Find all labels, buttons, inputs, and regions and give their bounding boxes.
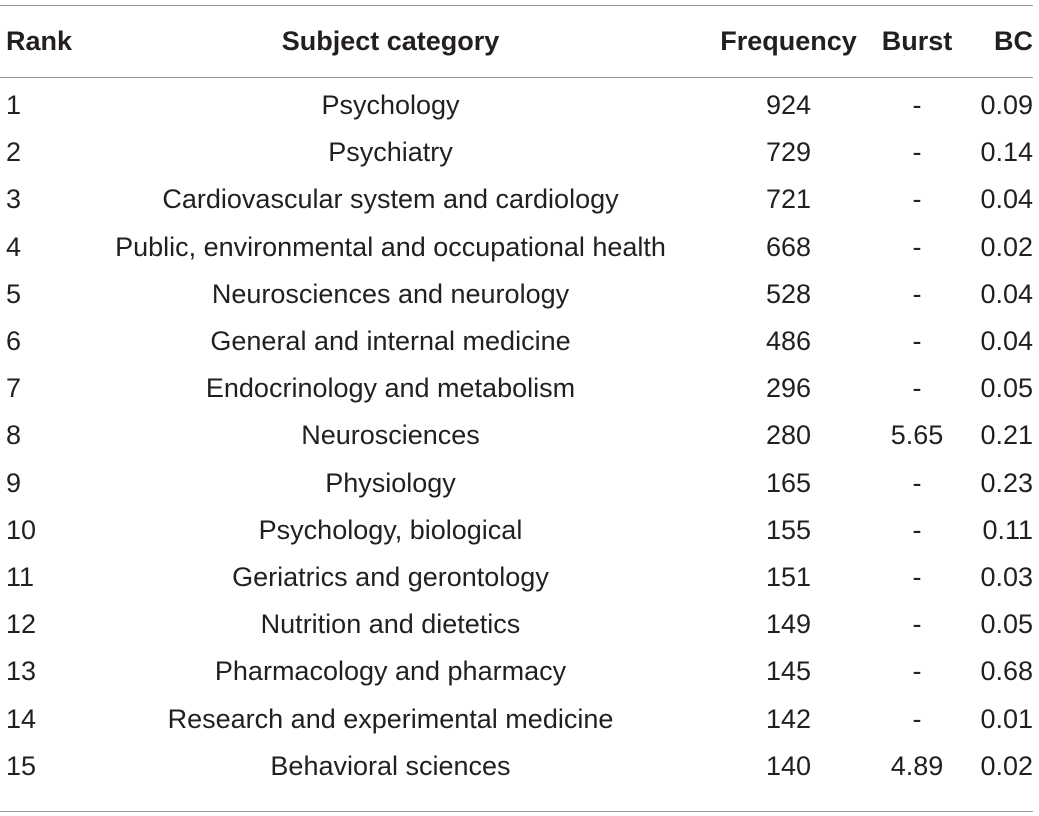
table-row	[0, 318, 1033, 365]
table-row	[0, 460, 1033, 507]
cell-frequency: 528	[765, 278, 812, 309]
cell-burst: 5.65	[890, 420, 944, 451]
table-row	[0, 695, 1033, 742]
cell-burst: -	[912, 184, 922, 215]
cell-bc: 0.04	[980, 278, 1033, 309]
cell-subject: Physiology	[325, 467, 456, 498]
table-row	[0, 271, 1033, 318]
cell-subject: Nutrition and dietetics	[260, 609, 521, 640]
cell-rank: 7	[6, 373, 22, 404]
table-row	[0, 77, 1033, 129]
cell-burst: -	[912, 90, 922, 121]
cell-burst: -	[912, 561, 922, 592]
cell-rank: 13	[6, 656, 37, 687]
header-burst: Burst	[881, 26, 953, 56]
cell-rank: 4	[6, 231, 22, 262]
cell-burst: -	[912, 656, 922, 687]
cell-frequency: 721	[765, 184, 812, 215]
cell-bc: 0.09	[980, 90, 1033, 121]
cell-bc: 0.68	[980, 656, 1033, 687]
cell-burst: -	[912, 467, 922, 498]
cell-rank: 1	[6, 90, 22, 121]
cell-burst: -	[912, 514, 922, 545]
cell-subject: Behavioral sciences	[270, 750, 511, 781]
table-row	[0, 129, 1033, 176]
cell-bc: 0.11	[982, 514, 1033, 545]
cell-frequency: 155	[765, 514, 812, 545]
cell-rank: 14	[6, 703, 37, 734]
cell-rank: 5	[6, 278, 22, 309]
header-bc: BC	[994, 26, 1033, 56]
cell-subject: Neurosciences	[301, 420, 480, 451]
cell-subject: Neurosciences and neurology	[211, 278, 570, 309]
subject-category-table	[0, 6, 1033, 790]
header-subject-category: Subject category	[281, 26, 500, 56]
cell-bc: 0.05	[980, 609, 1033, 640]
cell-subject: Psychology, biological	[258, 514, 523, 545]
table-row	[0, 648, 1033, 695]
cell-frequency: 142	[765, 703, 812, 734]
cell-rank: 11	[6, 561, 35, 592]
table-row	[0, 412, 1033, 459]
cell-bc: 0.23	[980, 467, 1033, 498]
cell-bc: 0.03	[980, 561, 1033, 592]
cell-bc: 0.02	[980, 231, 1033, 262]
cell-frequency: 280	[765, 420, 812, 451]
cell-rank: 3	[6, 184, 22, 215]
cell-frequency: 924	[765, 90, 812, 121]
header-row	[0, 6, 1033, 77]
cell-frequency: 165	[765, 467, 812, 498]
cell-frequency: 140	[765, 750, 812, 781]
cell-rank: 2	[6, 137, 22, 168]
table-row	[0, 601, 1033, 648]
cell-frequency: 729	[765, 137, 812, 168]
cell-frequency: 668	[765, 231, 812, 262]
header-rank: Rank	[6, 26, 73, 56]
cell-rank: 9	[6, 467, 22, 498]
cell-subject: Geriatrics and gerontology	[232, 561, 549, 592]
cell-subject: Public, environmental and occupational health	[115, 231, 666, 262]
cell-subject: Endocrinology and metabolism	[205, 373, 576, 404]
cell-subject: Pharmacology and pharmacy	[214, 656, 567, 687]
cell-subject: Psychology	[321, 90, 460, 121]
cell-bc: 0.01	[980, 703, 1033, 734]
table-row	[0, 365, 1033, 412]
table-row	[0, 743, 1033, 790]
cell-bc: 0.04	[980, 326, 1033, 357]
cell-rank: 12	[6, 609, 37, 640]
cell-frequency: 145	[765, 656, 812, 687]
cell-frequency: 486	[765, 326, 812, 357]
cell-burst: -	[912, 231, 922, 262]
cell-bc: 0.02	[980, 750, 1033, 781]
table-row	[0, 176, 1033, 223]
cell-frequency: 151	[765, 561, 812, 592]
cell-rank: 6	[6, 326, 22, 357]
cell-bc: 0.14	[980, 137, 1033, 168]
cell-bc: 0.21	[980, 420, 1033, 451]
table-body	[0, 77, 1033, 790]
cell-subject: Cardiovascular system and cardiology	[162, 184, 619, 215]
cell-burst: -	[912, 326, 922, 357]
table-row	[0, 507, 1033, 554]
cell-burst: -	[912, 609, 922, 640]
cell-burst: -	[912, 703, 922, 734]
bottom-rule	[0, 811, 1033, 812]
cell-frequency: 296	[765, 373, 812, 404]
cell-burst: -	[912, 278, 922, 309]
cell-burst: -	[912, 137, 922, 168]
header-frequency: Frequency	[720, 26, 857, 56]
cell-bc: 0.05	[980, 373, 1033, 404]
cell-frequency: 149	[765, 609, 812, 640]
cell-rank: 15	[6, 750, 37, 781]
cell-rank: 10	[6, 514, 37, 545]
table-row	[0, 554, 1033, 601]
cell-subject: General and internal medicine	[210, 326, 571, 357]
table-header	[0, 6, 1033, 77]
cell-burst: 4.89	[890, 750, 944, 781]
table-row	[0, 224, 1033, 271]
cell-burst: -	[912, 373, 922, 404]
cell-subject: Research and experimental medicine	[167, 703, 614, 734]
cell-subject: Psychiatry	[328, 137, 453, 168]
cell-bc: 0.04	[980, 184, 1033, 215]
cell-rank: 8	[6, 420, 22, 451]
